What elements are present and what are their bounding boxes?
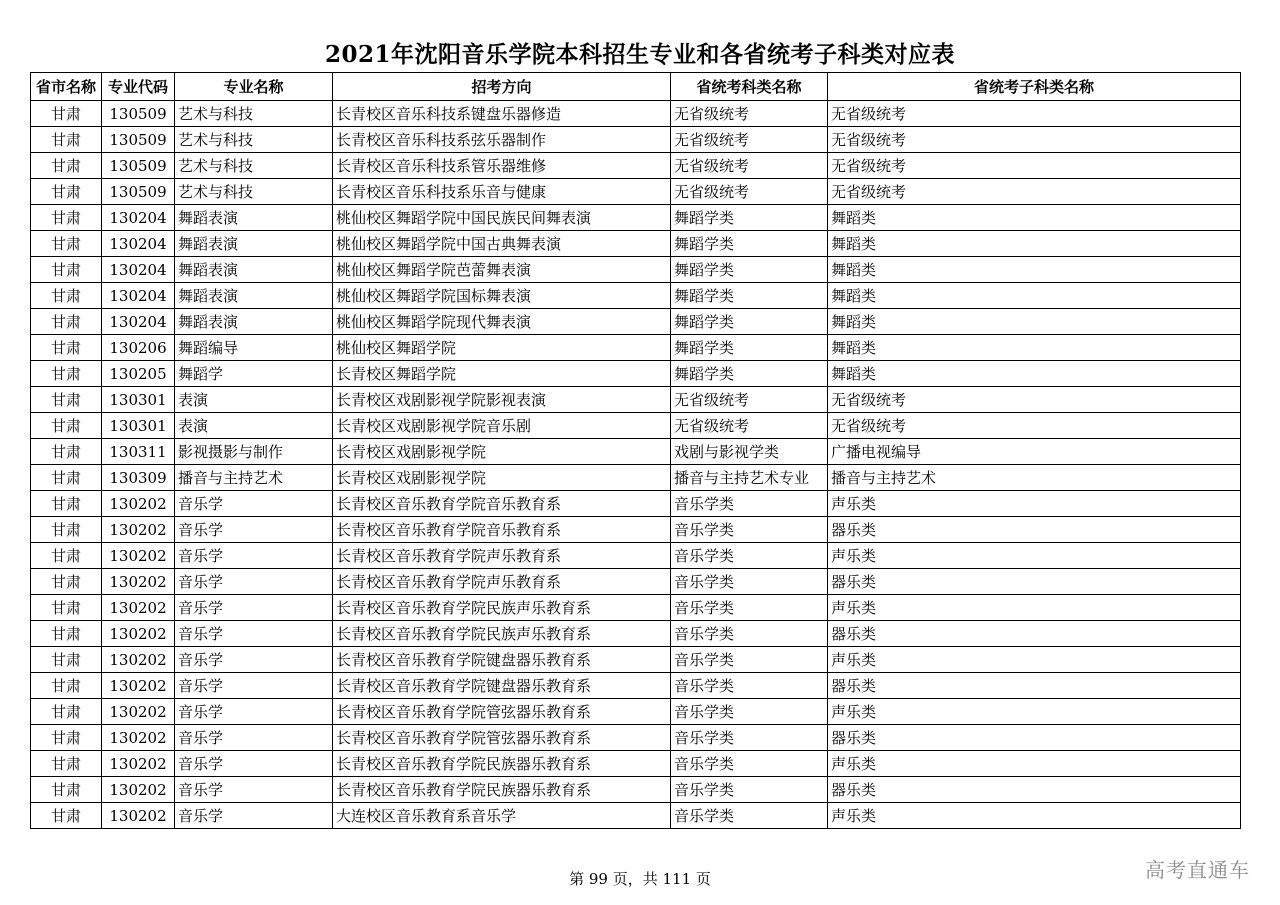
cell-province: 甘肃 — [31, 127, 102, 153]
table-row — [31, 153, 1241, 179]
cell-major-name: 音乐学 — [175, 621, 333, 647]
cell-major-code: 130202 — [102, 673, 175, 699]
cell-province: 甘肃 — [31, 465, 102, 491]
cell-major-name: 音乐学 — [175, 725, 333, 751]
cell-major-code: 130204 — [102, 205, 175, 231]
table-row — [31, 231, 1241, 257]
table-row — [31, 803, 1241, 829]
cell-province: 甘肃 — [31, 309, 102, 335]
cell-major-name: 音乐学 — [175, 517, 333, 543]
cell-exam-category: 音乐学类 — [671, 569, 828, 595]
cell-province: 甘肃 — [31, 699, 102, 725]
table-row — [31, 569, 1241, 595]
cell-major-code: 130204 — [102, 257, 175, 283]
cell-direction: 桃仙校区舞蹈学院国标舞表演 — [333, 283, 671, 309]
table-row — [31, 491, 1241, 517]
cell-exam-category: 音乐学类 — [671, 595, 828, 621]
cell-province: 甘肃 — [31, 517, 102, 543]
cell-major-code: 130509 — [102, 127, 175, 153]
cell-direction: 长青校区音乐科技系乐音与健康 — [333, 179, 671, 205]
cell-major-name: 表演 — [175, 413, 333, 439]
cell-exam-subcategory: 无省级统考 — [828, 179, 1241, 205]
cell-exam-category: 舞蹈学类 — [671, 335, 828, 361]
cell-direction: 长青校区戏剧影视学院影视表演 — [333, 387, 671, 413]
cell-direction: 长青校区音乐教育学院民族声乐教育系 — [333, 621, 671, 647]
cell-major-code: 130202 — [102, 699, 175, 725]
enrollment-table — [30, 72, 1241, 829]
table-row — [31, 465, 1241, 491]
cell-exam-category: 播音与主持艺术专业 — [671, 465, 828, 491]
cell-major-name: 舞蹈表演 — [175, 283, 333, 309]
table-row — [31, 439, 1241, 465]
table-body — [31, 101, 1241, 829]
cell-exam-subcategory: 声乐类 — [828, 543, 1241, 569]
cell-province: 甘肃 — [31, 751, 102, 777]
watermark: 高考直通车 — [1145, 858, 1250, 882]
cell-exam-subcategory: 声乐类 — [828, 595, 1241, 621]
cell-direction: 长青校区音乐教育学院民族器乐教育系 — [333, 751, 671, 777]
cell-direction: 长青校区音乐科技系管乐器维修 — [333, 153, 671, 179]
cell-exam-subcategory: 无省级统考 — [828, 413, 1241, 439]
table-row — [31, 335, 1241, 361]
cell-province: 甘肃 — [31, 569, 102, 595]
cell-exam-category: 音乐学类 — [671, 725, 828, 751]
cell-direction: 长青校区音乐教育学院管弦器乐教育系 — [333, 699, 671, 725]
cell-major-name: 音乐学 — [175, 777, 333, 803]
cell-major-code: 130202 — [102, 595, 175, 621]
cell-province: 甘肃 — [31, 543, 102, 569]
cell-exam-subcategory: 舞蹈类 — [828, 205, 1241, 231]
cell-major-name: 音乐学 — [175, 803, 333, 829]
cell-exam-subcategory: 舞蹈类 — [828, 309, 1241, 335]
cell-exam-category: 音乐学类 — [671, 647, 828, 673]
cell-province: 甘肃 — [31, 153, 102, 179]
cell-province: 甘肃 — [31, 491, 102, 517]
col-header-exam-category: 省统考科类名称 — [671, 73, 828, 101]
table-row — [31, 309, 1241, 335]
col-header-major-name: 专业名称 — [175, 73, 333, 101]
page-title: 2021年沈阳音乐学院本科招生专业和各省统考子科类对应表 — [324, 41, 955, 68]
cell-major-code: 130509 — [102, 179, 175, 205]
cell-exam-category: 舞蹈学类 — [671, 231, 828, 257]
cell-province: 甘肃 — [31, 777, 102, 803]
table-row — [31, 387, 1241, 413]
cell-exam-subcategory: 器乐类 — [828, 621, 1241, 647]
cell-exam-subcategory: 器乐类 — [828, 777, 1241, 803]
cell-exam-subcategory: 舞蹈类 — [828, 283, 1241, 309]
cell-exam-category: 音乐学类 — [671, 517, 828, 543]
cell-direction: 长青校区音乐教育学院键盘器乐教育系 — [333, 673, 671, 699]
table-row — [31, 283, 1241, 309]
table-row — [31, 725, 1241, 751]
cell-province: 甘肃 — [31, 231, 102, 257]
cell-exam-subcategory: 播音与主持艺术 — [828, 465, 1241, 491]
cell-direction: 长青校区音乐教育学院管弦器乐教育系 — [333, 725, 671, 751]
cell-major-name: 播音与主持艺术 — [175, 465, 333, 491]
cell-province: 甘肃 — [31, 283, 102, 309]
table-row — [31, 205, 1241, 231]
cell-major-name: 音乐学 — [175, 595, 333, 621]
cell-exam-subcategory: 舞蹈类 — [828, 335, 1241, 361]
cell-province: 甘肃 — [31, 595, 102, 621]
cell-exam-category: 无省级统考 — [671, 413, 828, 439]
table-row — [31, 673, 1241, 699]
cell-exam-subcategory: 声乐类 — [828, 699, 1241, 725]
table-row — [31, 647, 1241, 673]
cell-major-name: 音乐学 — [175, 751, 333, 777]
cell-major-name: 舞蹈表演 — [175, 231, 333, 257]
cell-major-code: 130204 — [102, 283, 175, 309]
cell-exam-subcategory: 声乐类 — [828, 751, 1241, 777]
cell-exam-category: 无省级统考 — [671, 153, 828, 179]
cell-direction: 长青校区音乐教育学院键盘器乐教育系 — [333, 647, 671, 673]
cell-province: 甘肃 — [31, 725, 102, 751]
page-footer: 第 99 页，共 111 页 — [569, 870, 711, 888]
cell-direction: 长青校区戏剧影视学院 — [333, 465, 671, 491]
cell-province: 甘肃 — [31, 335, 102, 361]
col-header-exam-subcategory: 省统考子科类名称 — [828, 73, 1241, 101]
table-row — [31, 101, 1241, 127]
cell-direction: 桃仙校区舞蹈学院中国古典舞表演 — [333, 231, 671, 257]
cell-exam-category: 音乐学类 — [671, 621, 828, 647]
cell-province: 甘肃 — [31, 439, 102, 465]
cell-direction: 长青校区音乐科技系键盘乐器修造 — [333, 101, 671, 127]
cell-province: 甘肃 — [31, 387, 102, 413]
table-header-row — [31, 73, 1241, 101]
cell-major-name: 舞蹈表演 — [175, 205, 333, 231]
table-row — [31, 777, 1241, 803]
table-row — [31, 621, 1241, 647]
cell-direction: 长青校区音乐教育学院声乐教育系 — [333, 569, 671, 595]
cell-major-code: 130202 — [102, 569, 175, 595]
cell-province: 甘肃 — [31, 179, 102, 205]
cell-province: 甘肃 — [31, 803, 102, 829]
cell-exam-category: 舞蹈学类 — [671, 283, 828, 309]
cell-province: 甘肃 — [31, 647, 102, 673]
cell-major-name: 舞蹈学 — [175, 361, 333, 387]
cell-exam-category: 无省级统考 — [671, 101, 828, 127]
cell-exam-category: 音乐学类 — [671, 491, 828, 517]
cell-major-name: 音乐学 — [175, 647, 333, 673]
cell-province: 甘肃 — [31, 413, 102, 439]
cell-major-code: 130301 — [102, 387, 175, 413]
cell-direction: 长青校区音乐教育学院音乐教育系 — [333, 491, 671, 517]
cell-exam-category: 音乐学类 — [671, 803, 828, 829]
cell-major-name: 音乐学 — [175, 699, 333, 725]
cell-major-code: 130202 — [102, 751, 175, 777]
cell-major-code: 130205 — [102, 361, 175, 387]
cell-direction: 长青校区音乐教育学院民族器乐教育系 — [333, 777, 671, 803]
cell-major-name: 舞蹈编导 — [175, 335, 333, 361]
cell-major-name: 影视摄影与制作 — [175, 439, 333, 465]
cell-major-code: 130301 — [102, 413, 175, 439]
cell-direction: 长青校区戏剧影视学院音乐剧 — [333, 413, 671, 439]
cell-exam-category: 无省级统考 — [671, 127, 828, 153]
cell-major-name: 音乐学 — [175, 673, 333, 699]
cell-exam-subcategory: 声乐类 — [828, 491, 1241, 517]
cell-major-name: 艺术与科技 — [175, 179, 333, 205]
cell-exam-subcategory: 声乐类 — [828, 647, 1241, 673]
cell-exam-category: 舞蹈学类 — [671, 361, 828, 387]
col-header-major-code: 专业代码 — [102, 73, 175, 101]
cell-major-code: 130202 — [102, 543, 175, 569]
cell-exam-subcategory: 无省级统考 — [828, 153, 1241, 179]
table-row — [31, 361, 1241, 387]
cell-province: 甘肃 — [31, 621, 102, 647]
cell-exam-category: 音乐学类 — [671, 699, 828, 725]
cell-exam-subcategory: 器乐类 — [828, 725, 1241, 751]
cell-major-name: 音乐学 — [175, 569, 333, 595]
cell-direction: 长青校区音乐教育学院声乐教育系 — [333, 543, 671, 569]
cell-major-name: 艺术与科技 — [175, 153, 333, 179]
cell-direction: 长青校区舞蹈学院 — [333, 361, 671, 387]
cell-exam-subcategory: 声乐类 — [828, 803, 1241, 829]
cell-direction: 长青校区戏剧影视学院 — [333, 439, 671, 465]
cell-major-code: 130202 — [102, 517, 175, 543]
cell-exam-subcategory: 广播电视编导 — [828, 439, 1241, 465]
cell-exam-category: 音乐学类 — [671, 777, 828, 803]
cell-exam-subcategory: 无省级统考 — [828, 387, 1241, 413]
cell-major-code: 130202 — [102, 803, 175, 829]
cell-exam-subcategory: 无省级统考 — [828, 101, 1241, 127]
table-row — [31, 127, 1241, 153]
table-row — [31, 543, 1241, 569]
table-row — [31, 179, 1241, 205]
cell-direction: 桃仙校区舞蹈学院芭蕾舞表演 — [333, 257, 671, 283]
cell-major-name: 表演 — [175, 387, 333, 413]
cell-major-code: 130204 — [102, 309, 175, 335]
cell-major-name: 音乐学 — [175, 491, 333, 517]
cell-province: 甘肃 — [31, 257, 102, 283]
cell-exam-category: 舞蹈学类 — [671, 205, 828, 231]
cell-major-code: 130202 — [102, 777, 175, 803]
cell-exam-category: 舞蹈学类 — [671, 309, 828, 335]
cell-major-code: 130202 — [102, 621, 175, 647]
cell-exam-category: 无省级统考 — [671, 387, 828, 413]
cell-exam-category: 音乐学类 — [671, 673, 828, 699]
cell-exam-subcategory: 器乐类 — [828, 569, 1241, 595]
cell-exam-subcategory: 无省级统考 — [828, 127, 1241, 153]
cell-province: 甘肃 — [31, 101, 102, 127]
cell-major-code: 130509 — [102, 153, 175, 179]
cell-direction: 桃仙校区舞蹈学院中国民族民间舞表演 — [333, 205, 671, 231]
cell-exam-subcategory: 器乐类 — [828, 673, 1241, 699]
cell-major-code: 130202 — [102, 491, 175, 517]
cell-exam-category: 无省级统考 — [671, 179, 828, 205]
cell-major-code: 130202 — [102, 647, 175, 673]
cell-direction: 长青校区音乐教育学院音乐教育系 — [333, 517, 671, 543]
cell-exam-category: 音乐学类 — [671, 751, 828, 777]
cell-major-code: 130202 — [102, 725, 175, 751]
cell-province: 甘肃 — [31, 673, 102, 699]
cell-major-name: 舞蹈表演 — [175, 309, 333, 335]
cell-major-code: 130311 — [102, 439, 175, 465]
cell-exam-category: 戏剧与影视学类 — [671, 439, 828, 465]
cell-major-code: 130309 — [102, 465, 175, 491]
cell-exam-subcategory: 舞蹈类 — [828, 257, 1241, 283]
table-row — [31, 257, 1241, 283]
cell-direction: 长青校区音乐科技系弦乐器制作 — [333, 127, 671, 153]
table-row — [31, 699, 1241, 725]
cell-direction: 长青校区音乐教育学院民族声乐教育系 — [333, 595, 671, 621]
cell-province: 甘肃 — [31, 361, 102, 387]
cell-major-name: 舞蹈表演 — [175, 257, 333, 283]
cell-major-code: 130204 — [102, 231, 175, 257]
cell-major-name: 艺术与科技 — [175, 127, 333, 153]
table-row — [31, 517, 1241, 543]
cell-exam-subcategory: 舞蹈类 — [828, 361, 1241, 387]
cell-province: 甘肃 — [31, 205, 102, 231]
cell-exam-category: 舞蹈学类 — [671, 257, 828, 283]
col-header-province: 省市名称 — [31, 73, 102, 101]
cell-exam-subcategory: 舞蹈类 — [828, 231, 1241, 257]
cell-direction: 大连校区音乐教育系音乐学 — [333, 803, 671, 829]
cell-direction: 桃仙校区舞蹈学院现代舞表演 — [333, 309, 671, 335]
cell-direction: 桃仙校区舞蹈学院 — [333, 335, 671, 361]
cell-major-name: 艺术与科技 — [175, 101, 333, 127]
table-row — [31, 595, 1241, 621]
cell-exam-subcategory: 器乐类 — [828, 517, 1241, 543]
cell-major-code: 130509 — [102, 101, 175, 127]
cell-major-code: 130206 — [102, 335, 175, 361]
table-row — [31, 413, 1241, 439]
cell-exam-category: 音乐学类 — [671, 543, 828, 569]
col-header-direction: 招考方向 — [333, 73, 671, 101]
cell-major-name: 音乐学 — [175, 543, 333, 569]
table-row — [31, 751, 1241, 777]
